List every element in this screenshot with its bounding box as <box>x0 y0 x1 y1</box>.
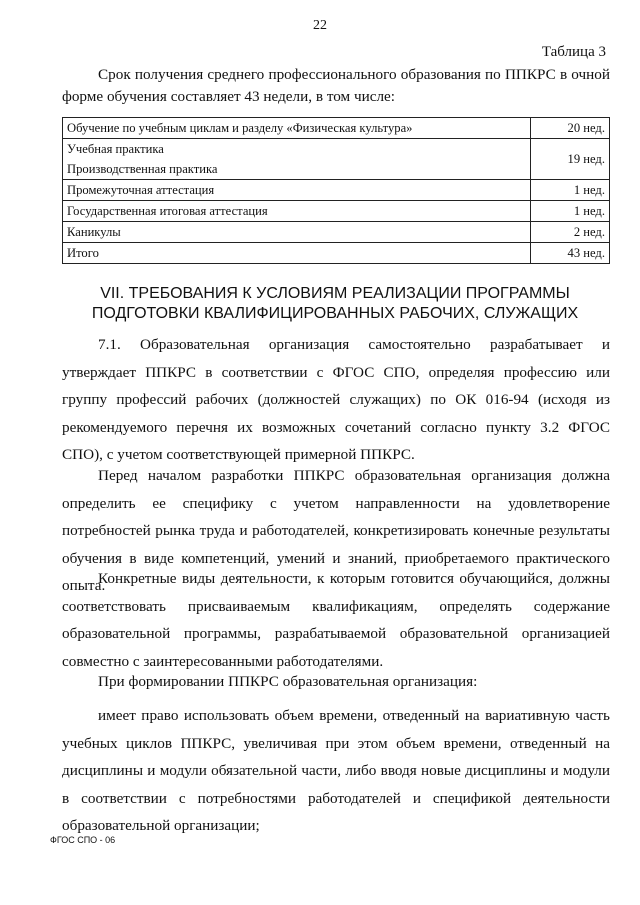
table-cell-value: 20 нед. <box>531 118 610 139</box>
table-caption: Таблица 3 <box>541 44 606 60</box>
paragraph-activity-types: Конкретные виды деятельности, к которым готовится обучающийся, должны соответствовать присваиваемым квалификациям, определять содержание образовательной программы, разрабатываемой образовательной организацией совместно с заинтересованными работодателями. <box>62 570 610 670</box>
intro-paragraph: Срок получения среднего профессионального образования по ППКРС в очной форме обучения составляет 43 недели, в том числе: <box>62 66 610 105</box>
paragraph-formation: При формировании ППКРС образовательная организация: <box>98 673 478 690</box>
table-cell-label: Производственная практика <box>63 159 531 180</box>
table-cell-value: 43 нед. <box>531 243 610 264</box>
table-row <box>63 159 610 180</box>
table-cell-value: 1 нед. <box>531 201 610 222</box>
table-row <box>63 118 610 139</box>
table-row <box>63 180 610 201</box>
table-row <box>63 243 610 264</box>
table-cell-label: Каникулы <box>63 222 531 243</box>
table-cell-value: 1 нед. <box>531 180 610 201</box>
section-heading-line2: ПОДГОТОВКИ КВАЛИФИЦИРОВАННЫХ РАБОЧИХ, СЛУЖАЩИХ <box>91 305 579 322</box>
paragraph-7-1: 7.1. Образовательная организация самостоятельно разрабатывает и утверждает ППКРС в соответствии с ФГОС СПО, определяя профессию или группу профессий рабочих (должностей служащих) по ОК 016-94 (исходя из рекомендуемого перечня их возможных сочетаний согласно пункту 3.2 ФГОС СПО), с учетом соответствующей примерной ППКРС. <box>62 336 610 463</box>
study-term-table <box>62 117 610 264</box>
paragraph-variable-part: имеет право использовать объем времени, отведенный на вариативную часть учебных циклов ППКРС, увеличивая при этом объем времени, отведенный на дисциплины и модули обязательной части, либо вводя новые дисциплины и модули в соответствии с потребностями работодателей и спецификой деятельности образовательной организации; <box>62 707 610 834</box>
table-cell-label: Обучение по учебным циклам и разделу «Физическая культура» <box>63 118 531 139</box>
paragraph-specifics: Перед началом разработки ППКРС образовательная организация должна определить ее специфику с учетом направленности на удовлетворение потребностей рынка труда и работодателей, конкретизировать конечные результаты обучения в виде компетенций, умений и знаний, приобретаемого практического опыта. <box>62 467 610 594</box>
table-row <box>63 139 610 160</box>
table-cell-label: Промежуточная аттестация <box>63 180 531 201</box>
page-number: 22 <box>313 18 327 33</box>
footer-code: ФГОС СПО - 06 <box>50 835 116 845</box>
table-cell-value: 19 нед. <box>531 139 610 180</box>
section-heading-line1: VII. ТРЕБОВАНИЯ К УСЛОВИЯМ РЕАЛИЗАЦИИ ПРОГРАММЫ <box>100 285 570 302</box>
table-cell-label: Итого <box>63 243 531 264</box>
table-row <box>63 222 610 243</box>
table-cell-value: 2 нед. <box>531 222 610 243</box>
table-cell-label: Учебная практика <box>63 139 531 160</box>
section-heading <box>50 284 620 324</box>
table-cell-label: Государственная итоговая аттестация <box>63 201 531 222</box>
table-row <box>63 201 610 222</box>
